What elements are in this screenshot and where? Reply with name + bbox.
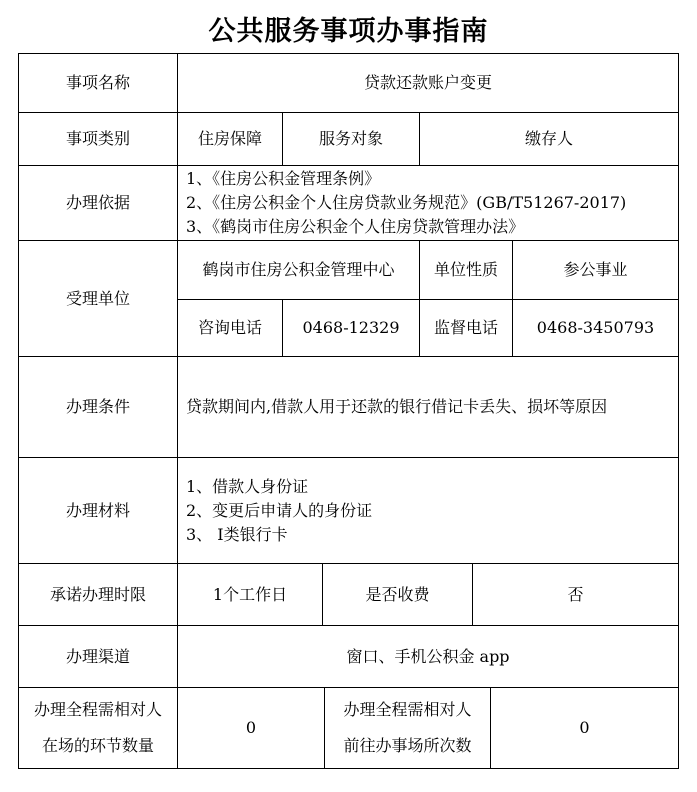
unit-label: 受理单位 (18, 240, 178, 357)
materials-value (177, 457, 679, 564)
basis-value (177, 165, 679, 241)
material-item: 1、借款人身份证 (186, 476, 309, 496)
service-target-value: 缴存人 (419, 112, 679, 166)
channel-value: 窗口、手机公积金 app (177, 625, 679, 688)
page-title: 公共服务事项办事指南 (208, 16, 489, 47)
basis-item: 2、《住房公积金个人住房贷款业务规范》(GB/T51267-2017) (186, 193, 627, 212)
supervise-phone-value: 0468-3450793 (512, 299, 679, 357)
name-label: 事项名称 (18, 53, 178, 113)
unit-nature-label: 单位性质 (419, 240, 513, 300)
material-item: 2、变更后申请人的身份证 (186, 500, 373, 520)
basis-label: 办理依据 (18, 165, 178, 241)
material-item: 3、 I类银行卡 (186, 524, 288, 544)
consult-phone-value: 0468-12329 (282, 299, 420, 357)
visits-count-label: 办理全程需相对人 前往办事场所次数 (324, 687, 491, 769)
conditions-label: 办理条件 (18, 356, 178, 458)
basis-item: 1、《住房公积金管理条例》 (186, 169, 381, 188)
time-limit-label: 承诺办理时限 (18, 563, 178, 626)
materials-label: 办理材料 (18, 457, 178, 564)
unit-name: 鹤岗市住房公积金管理中心 (177, 240, 420, 300)
guide-table (18, 53, 679, 769)
service-target-label: 服务对象 (282, 112, 420, 166)
conditions-value: 贷款期间内,借款人用于还款的银行借记卡丢失、损坏等原因 (177, 356, 679, 458)
consult-phone-label: 咨询电话 (177, 299, 283, 357)
onsite-count-label: 办理全程需相对人 在场的环节数量 (18, 687, 178, 769)
name-value: 贷款还款账户变更 (177, 53, 679, 113)
visits-count-value: 0 (490, 687, 679, 769)
onsite-count-value: 0 (177, 687, 325, 769)
category-value: 住房保障 (177, 112, 283, 166)
fee-value: 否 (472, 563, 679, 626)
channel-label: 办理渠道 (18, 625, 178, 688)
time-limit-value: 1个工作日 (177, 563, 323, 626)
fee-label: 是否收费 (322, 563, 473, 626)
supervise-phone-label: 监督电话 (419, 299, 513, 357)
basis-item: 3、《鹤岗市住房公积金个人住房贷款管理办法》 (186, 217, 525, 236)
unit-nature-value: 参公事业 (512, 240, 679, 300)
category-label: 事项类别 (18, 112, 178, 166)
